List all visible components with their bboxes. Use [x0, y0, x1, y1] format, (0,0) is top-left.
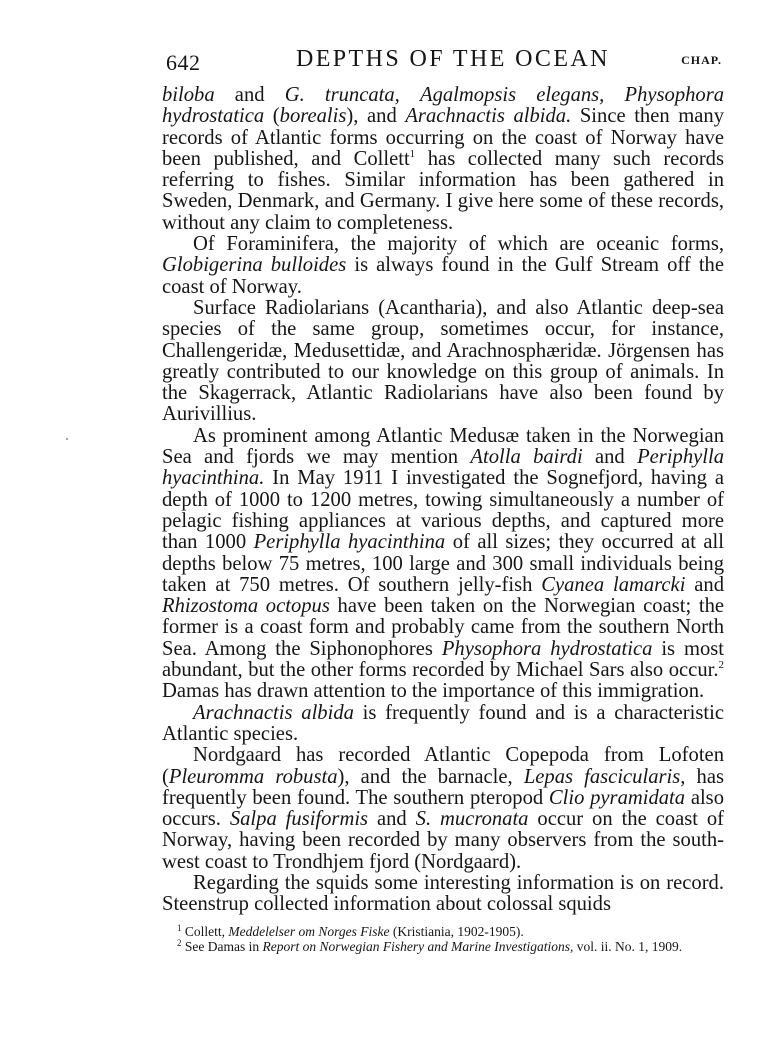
italic-text: Globigerina bulloides: [162, 254, 347, 277]
text-run: ), and the barnacle,: [337, 765, 524, 788]
paragraph: [162, 234, 724, 298]
italic-text: Cyanea lamarcki: [541, 573, 686, 596]
paragraph: [162, 745, 724, 873]
text-run: is always found in the Gulf Stream off the coast of Norway.: [162, 254, 724, 298]
text-run: occur on the coast of Norway, having been recorded by many observers from the south-west coast to Trondhjem fjord (Nordgaard).: [162, 808, 725, 873]
text-run: Surface Radiolarians (Acantharia), and also Atlantic deep-sea species of the same group, sometimes occur, for instance, Challengeridæ, Medusettidæ, and Arachnosphæridæ. Jörgensen has greatly contributed to our knowledge on this group of animals. In the Skagerrack, Atlantic Radiolarians have also been found by Aurivillius.: [162, 296, 724, 426]
text-run: has collected many such records referring to fishes. Similar information has been gathered in Sweden, Denmark, and Germany. I give here some of these records, without any claim to completeness.: [162, 147, 724, 234]
footnote-marker: 2: [177, 938, 182, 949]
text-run: Damas has drawn attention to the importance of this immigration.: [162, 680, 705, 703]
italic-text: Rhizostoma octopus: [162, 595, 330, 618]
text-run: has frequently been found. The southern pteropod: [162, 765, 724, 809]
body-text: [162, 85, 724, 916]
paragraph: [162, 85, 724, 234]
text-run: also occurs.: [162, 786, 724, 831]
text-run: vol. ii. No. 1, 1909.: [573, 939, 683, 955]
text-run: ), and: [346, 105, 406, 128]
italic-text: Lepas fascicularis,: [523, 765, 686, 788]
italic-text: Pleuromma robusta: [168, 765, 338, 788]
text-run: Regarding the squids some interesting information is on record. Steenstrup collected information about colossal squids: [162, 871, 724, 916]
paragraph: [162, 426, 724, 703]
text-run: Collett,: [181, 923, 229, 939]
italic-text: biloba: [162, 84, 215, 106]
footnote-marker: 2: [718, 659, 724, 672]
text-run: is frequently found and is a characteristic Atlantic species.: [162, 701, 724, 745]
italic-text: borealis: [279, 105, 347, 128]
text-run: have been taken on the Norwegian coast; the former is a coast form and probably came from the southern North Sea. Among the Siphonophores: [162, 595, 725, 660]
italic-text: Salpa fusiformis: [229, 808, 369, 831]
italic-text: Arachnactis albida.: [405, 105, 572, 128]
italic-text: Agalmopsis elegans, Physophora hydrostatica: [162, 84, 725, 128]
text-run: (Kristiania, 1902-1905).: [389, 923, 524, 939]
paragraph: [162, 703, 724, 746]
text-run: See Damas in: [181, 939, 263, 955]
page-header: [162, 40, 724, 84]
margin-speck: [66, 438, 68, 440]
text-run: is most abundant, but the other forms recorded by Michael Sars also occur.: [162, 637, 725, 682]
text-run: Of Foraminifera, the majority of which are oceanic forms,: [193, 233, 724, 256]
book-page: [162, 40, 724, 955]
italic-text: Report on Norwegian Fishery and Marine Investigations,: [262, 939, 574, 955]
text-run: [400, 84, 420, 106]
footnotes: [162, 924, 724, 955]
text-run: As prominent among Atlantic Medusæ taken in the Norwegian Sea and fjords we may mention: [162, 424, 724, 469]
text-run: In May 1911 I investigated the Sognefjord, having a depth of 1000 to 1200 metres, towing simultaneously a number of pelagic fishing appliances at various depths, and captured more than 1000: [162, 467, 724, 554]
text-run: and: [214, 84, 285, 106]
text-run: and: [685, 573, 724, 596]
chapter-label: CHAP.: [681, 53, 722, 67]
footnote-marker: 1: [409, 147, 416, 160]
paragraph: [162, 298, 724, 426]
italic-text: S. mucronata: [415, 808, 529, 831]
italic-text: G. truncata,: [284, 84, 400, 106]
paragraph: [162, 873, 724, 916]
footnote: [162, 939, 724, 955]
text-run: (: [264, 105, 280, 128]
footnote-marker: 1: [177, 922, 182, 933]
text-run: Nordgaard has recorded Atlantic Copepoda from Lofoten (: [162, 744, 724, 788]
italic-text: Arachnactis albida: [193, 701, 354, 724]
page-number: 642: [166, 50, 201, 75]
italic-text: Periphylla hyacinthina.: [162, 446, 724, 490]
italic-text: Atolla bairdi: [470, 446, 583, 469]
italic-text: Physophora hydrostatica: [441, 637, 653, 660]
italic-text: Clio pyramidata: [548, 786, 686, 809]
footnote: [162, 924, 724, 940]
text-run: and: [368, 808, 416, 831]
text-run: Since then many records of Atlantic forms occurring on the coast of Norway have been published, and Collett: [162, 105, 724, 170]
running-title: DEPTHS OF THE OCEAN: [296, 46, 610, 72]
text-run: and: [582, 446, 638, 469]
text-run: of all sizes; they occurred at all depths below 75 metres, 100 large and 300 small individuals being taken at 750 metres. Of southern jelly-fish: [162, 531, 724, 596]
italic-text: Meddelelser om Norges Fiske: [228, 923, 390, 939]
italic-text: Periphylla hyacinthina: [253, 531, 446, 554]
